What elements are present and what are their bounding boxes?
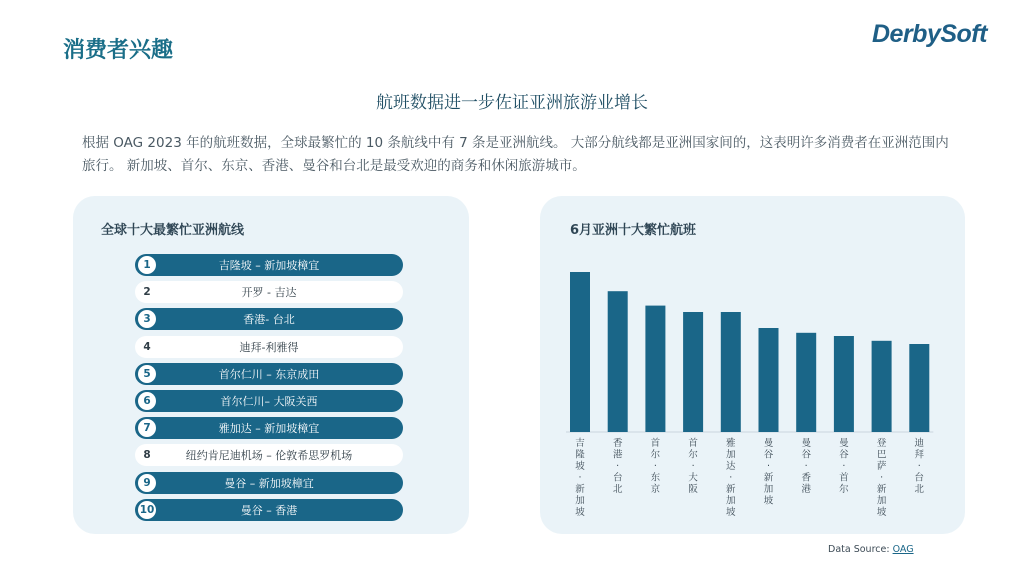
bar — [759, 328, 779, 432]
route-item — [135, 472, 403, 494]
route-rank-badge: 2 — [143, 286, 151, 299]
route-rank-badge: 8 — [143, 449, 151, 462]
route-name: 吉隆坡 – 新加坡樟宜 — [218, 259, 320, 272]
source-link[interactable]: OAG — [892, 544, 914, 555]
x-tick-label: 吉隆坡·新加坡 — [575, 438, 585, 518]
bar — [834, 336, 854, 432]
routes-list — [135, 254, 403, 526]
route-name: 雅加达 – 新加坡樟宜 — [218, 422, 320, 436]
bar — [721, 312, 741, 432]
x-tick-label: 曼谷·首尔 — [839, 438, 849, 495]
bar — [909, 344, 929, 432]
route-item — [135, 308, 403, 330]
route-rank-badge: 1 — [138, 256, 156, 274]
x-tick-label: 迪拜·台北 — [914, 438, 925, 495]
route-name: 曼谷 – 香港 — [240, 503, 298, 517]
route-name: 首尔仁川– 大阪关西 — [220, 394, 318, 408]
x-tick-label: 雅加达·新加坡 — [726, 438, 736, 518]
route-rank-badge: 3 — [138, 310, 156, 328]
bar — [872, 341, 892, 432]
route-item — [135, 363, 403, 385]
route-item — [135, 417, 403, 439]
x-tick-label: 曼谷·新加坡 — [763, 438, 774, 507]
route-name: 首尔仁川 – 东京成田 — [218, 367, 320, 381]
route-rank-badge: 6 — [138, 392, 156, 410]
route-rank-badge: 5 — [138, 365, 156, 383]
x-tick-label: 首尔·东京 — [650, 438, 661, 495]
x-tick-label: 香港·台北 — [612, 438, 623, 495]
route-name: 纽约肯尼迪机场 – 伦敦希思罗机场 — [185, 449, 353, 463]
source-label: Data Source: — [828, 544, 893, 555]
bar-chart — [540, 196, 965, 534]
x-tick-label: 登巴萨·新加坡 — [876, 438, 887, 518]
route-rank-badge: 7 — [138, 419, 156, 437]
bar — [796, 333, 816, 432]
section-subtitle: 航班数据进一步佐证亚洲旅游业增长 — [376, 93, 648, 113]
page-title: 消费者兴趣 — [63, 38, 174, 63]
route-item — [135, 254, 403, 276]
route-name: 开罗 - 吉达 — [241, 286, 297, 300]
route-name: 迪拜-利雅得 — [239, 340, 299, 354]
routes-panel-heading: 全球十大最繁忙亚洲航线 — [101, 223, 245, 238]
derbysoft-logo — [872, 20, 987, 49]
route-rank-badge: 10 — [138, 501, 156, 519]
route-rank-badge: 4 — [143, 340, 151, 353]
x-tick-label: 曼谷·香港 — [801, 438, 811, 495]
route-item — [135, 444, 403, 466]
data-source — [828, 544, 914, 555]
logo-swoosh-icon — [900, 48, 944, 54]
chart-title: 6月亚洲十大繁忙航班 — [570, 223, 697, 238]
bar — [645, 306, 665, 432]
bar — [608, 291, 628, 432]
route-name: 曼谷 – 新加坡樟宜 — [224, 476, 314, 490]
route-name: 香港- 台北 — [243, 313, 295, 327]
route-item — [135, 281, 403, 303]
route-item — [135, 499, 403, 521]
route-rank-badge: 9 — [138, 474, 156, 492]
x-tick-label: 首尔·大阪 — [688, 438, 698, 495]
bar — [683, 312, 703, 432]
route-item — [135, 336, 403, 358]
route-item — [135, 390, 403, 412]
bar — [570, 272, 590, 432]
logo-text: DerbySoft — [872, 20, 987, 48]
body-paragraph: 根据 OAG 2023 年的航班数据，全球最繁忙的 10 条航线中有 7 条是亚洲航线。 大部分航线都是亚洲国家间的，这表明许多消费者在亚洲范围内旅行。 新加坡、首尔、东京、香港、曼谷和台北是最受欢迎的商务和休闲旅游城市。 — [82, 135, 949, 174]
